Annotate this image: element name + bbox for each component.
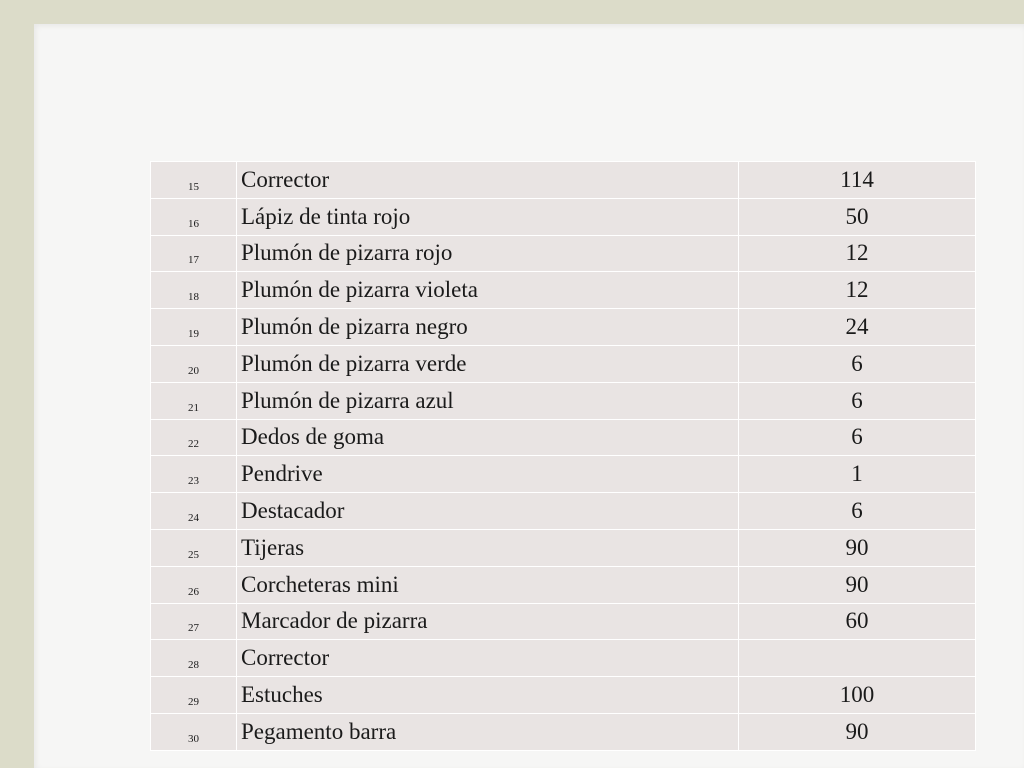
table-row [151,677,976,714]
table-row [151,419,976,456]
row-number: 30 [151,713,237,750]
item-quantity: 6 [739,493,976,530]
row-number: 17 [151,235,237,272]
item-name: Corcheteras mini [237,566,739,603]
item-quantity: 12 [739,272,976,309]
table-row [151,456,976,493]
item-name: Plumón de pizarra violeta [237,272,739,309]
item-quantity: 6 [739,419,976,456]
table-row [151,603,976,640]
item-quantity: 1 [739,456,976,493]
row-number: 28 [151,640,237,677]
item-name: Lápiz de tinta rojo [237,198,739,235]
item-name: Plumón de pizarra negro [237,309,739,346]
table-row [151,235,976,272]
item-name: Pegamento barra [237,713,739,750]
slide-canvas [34,24,1024,768]
row-number: 25 [151,529,237,566]
table-row [151,529,976,566]
item-quantity: 6 [739,345,976,382]
table-row [151,713,976,750]
table-row [151,566,976,603]
row-number: 22 [151,419,237,456]
table-row [151,309,976,346]
item-quantity: 90 [739,566,976,603]
row-number: 27 [151,603,237,640]
table-row [151,382,976,419]
item-quantity: 50 [739,198,976,235]
item-name: Plumón de pizarra rojo [237,235,739,272]
row-number: 23 [151,456,237,493]
item-quantity: 90 [739,529,976,566]
item-name: Dedos de goma [237,419,739,456]
row-number: 26 [151,566,237,603]
item-name: Plumón de pizarra azul [237,382,739,419]
supply-table [150,161,976,751]
item-quantity: 100 [739,677,976,714]
row-number: 18 [151,272,237,309]
row-number: 20 [151,345,237,382]
table-row [151,640,976,677]
item-name: Corrector [237,640,739,677]
row-number: 15 [151,162,237,199]
item-quantity: 6 [739,382,976,419]
table-row [151,345,976,382]
item-name: Corrector [237,162,739,199]
item-name: Plumón de pizarra verde [237,345,739,382]
table-row [151,162,976,199]
table-body [151,162,976,751]
row-number: 16 [151,198,237,235]
item-quantity: 114 [739,162,976,199]
item-quantity: 60 [739,603,976,640]
table-row [151,493,976,530]
item-name: Estuches [237,677,739,714]
table-row [151,198,976,235]
row-number: 24 [151,493,237,530]
item-name: Tijeras [237,529,739,566]
item-quantity: 90 [739,713,976,750]
item-name: Destacador [237,493,739,530]
table-row [151,272,976,309]
row-number: 21 [151,382,237,419]
row-number: 29 [151,677,237,714]
row-number: 19 [151,309,237,346]
item-name: Marcador de pizarra [237,603,739,640]
item-name: Pendrive [237,456,739,493]
item-quantity: 24 [739,309,976,346]
item-quantity [739,640,976,677]
item-quantity: 12 [739,235,976,272]
